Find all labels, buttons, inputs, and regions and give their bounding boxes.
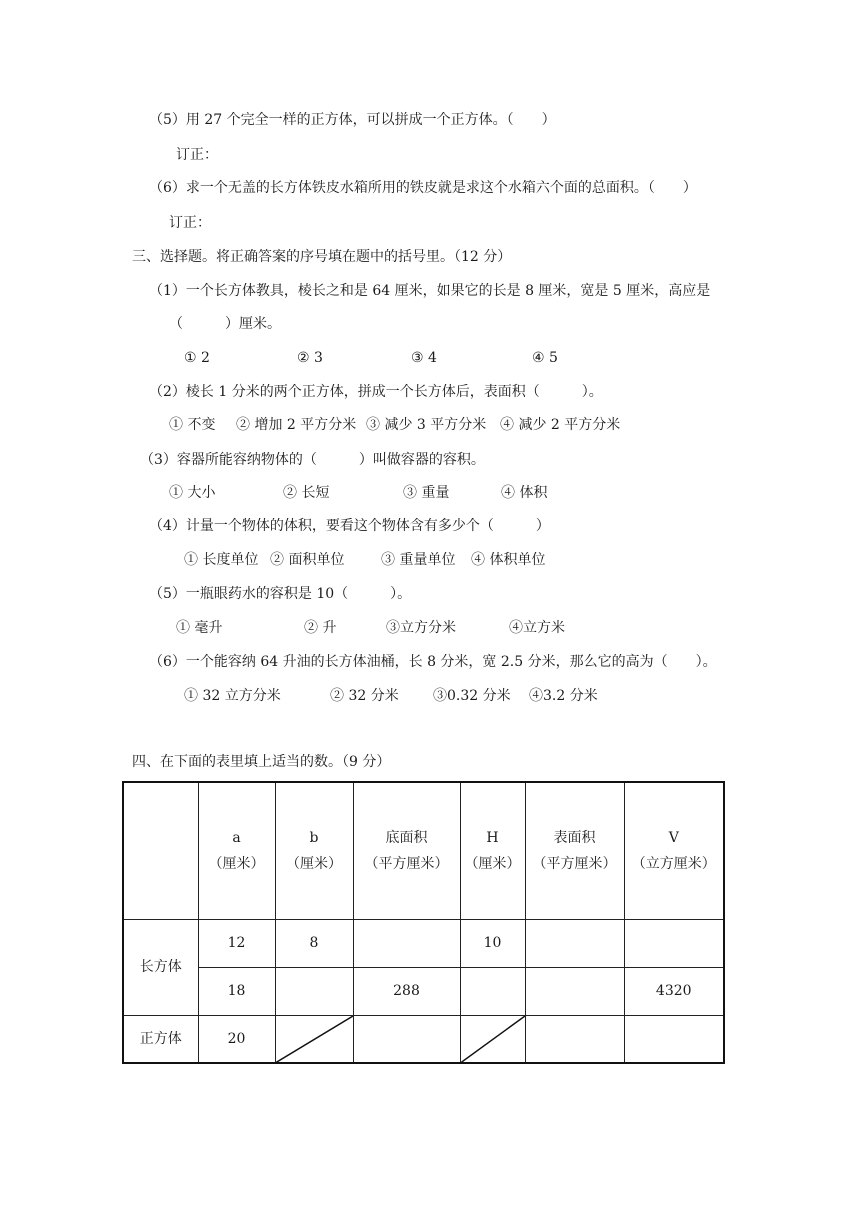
mc-q4-option: ① 长度单位 (184, 552, 259, 568)
table-header-row (123, 782, 724, 919)
table-cell: 20 (198, 1015, 275, 1063)
mc-q6-option: ③0.32 分米 (433, 688, 511, 704)
mc-q3-option: ① 大小 (169, 485, 216, 501)
table-cell: 8 (275, 919, 353, 967)
judge-q6: （6）求一个无盖的长方体铁皮水箱所用的铁皮就是求这个水箱六个面的总面积。（ ） (149, 180, 697, 196)
mc-q6-option: ④3.2 分米 (529, 688, 598, 704)
table-cell: 18 (198, 967, 275, 1015)
mc-q6-option: ② 32 分米 (330, 688, 399, 704)
mc-q2-option: ① 不变 (169, 417, 216, 433)
diagonal-line (461, 1016, 525, 1063)
mc-q6: （6）一个能容纳 64 升油的长方体油桶，长 8 分米，宽 2.5 分米，那么它的高为（ ）。 (149, 654, 717, 670)
mc-q1-option: ③ 4 (411, 350, 437, 366)
mc-q5-option: ④立方米 (509, 620, 565, 636)
mc-q6-option: ① 32 立方分米 (184, 688, 281, 704)
fill-in-table (122, 781, 725, 1064)
table-cell (525, 967, 624, 1015)
mc-q3: （3）容器所能容纳物体的（ ）叫做容器的容积。 (140, 452, 485, 468)
table-cell (624, 1015, 724, 1063)
diagonal-line (276, 1016, 353, 1063)
table-cell (525, 919, 624, 967)
table-cell: 4320 (624, 967, 724, 1015)
row-label-cube: 正方体 (123, 1015, 198, 1063)
mc-q3-option: ② 长短 (283, 485, 330, 501)
table-cell: 288 (353, 967, 460, 1015)
table-row (123, 1015, 724, 1063)
mc-q2-option: ③ 减少 3 平方分米 (366, 417, 487, 433)
judge-q5-correction: 订正： (176, 147, 218, 163)
mc-q3-option: ③ 重量 (403, 485, 450, 501)
header-base-area: 底面积 （平方厘米） (353, 782, 460, 919)
mc-q2-option: ④ 减少 2 平方分米 (500, 417, 621, 433)
table-cell (353, 919, 460, 967)
mc-q5-option: ② 升 (304, 620, 337, 636)
mc-q4-option: ④ 体积单位 (471, 552, 546, 568)
table-cell: 12 (198, 919, 275, 967)
table-cell (525, 1015, 624, 1063)
mc-q1-option: ① 2 (184, 350, 210, 366)
table-corner-cell (123, 782, 198, 919)
section4-title: 四、在下面的表里填上适当的数。（9 分） (132, 754, 391, 770)
mc-q4-option: ② 面积单位 (270, 552, 345, 568)
header-h: H （厘米） (460, 782, 525, 919)
mc-q5-option: ③立方分米 (386, 620, 456, 636)
header-b: b （厘米） (275, 782, 353, 919)
table-cell (353, 1015, 460, 1063)
mc-q5: （5）一瓶眼药水的容积是 10（ ）。 (149, 586, 412, 602)
crossed-out-cell (275, 1015, 353, 1063)
mc-q2-option: ② 增加 2 平方分米 (236, 417, 357, 433)
header-volume: V （立方厘米） (624, 782, 724, 919)
header-a: a （厘米） (198, 782, 275, 919)
table-row (123, 919, 724, 967)
judge-q6-correction: 订正： (169, 215, 211, 231)
mc-q1-line1: （1）一个长方体教具，棱长之和是 64 厘米，如果它的长是 8 厘米，宽是 5 厘米，高应是 (149, 283, 711, 299)
row-label-cuboid: 长方体 (123, 919, 198, 1015)
table-row (123, 967, 724, 1015)
section3-title: 三、选择题。将正确答案的序号填在题中的括号里。（12 分） (132, 249, 512, 265)
table-cell (460, 967, 525, 1015)
mc-q2: （2）棱长 1 分米的两个正方体，拼成一个长方体后，表面积（ ）。 (149, 384, 603, 400)
mc-q5-option: ① 毫升 (176, 620, 223, 636)
header-surface-area: 表面积 （平方厘米） (525, 782, 624, 919)
crossed-out-cell (460, 1015, 525, 1063)
mc-q3-option: ④ 体积 (501, 485, 548, 501)
table-cell (624, 919, 724, 967)
mc-q4: （4）计量一个物体的体积，要看这个物体含有多少个（ ） (149, 518, 550, 534)
mc-q1-option: ② 3 (297, 350, 323, 366)
mc-q1-option: ④ 5 (532, 350, 558, 366)
judge-q5: （5）用 27 个完全一样的正方体，可以拼成一个正方体。（ ） (149, 112, 556, 128)
table-cell (275, 967, 353, 1015)
mc-q1-line2: （ ）厘米。 (169, 316, 281, 332)
table-cell: 10 (460, 919, 525, 967)
mc-q4-option: ③ 重量单位 (381, 552, 456, 568)
